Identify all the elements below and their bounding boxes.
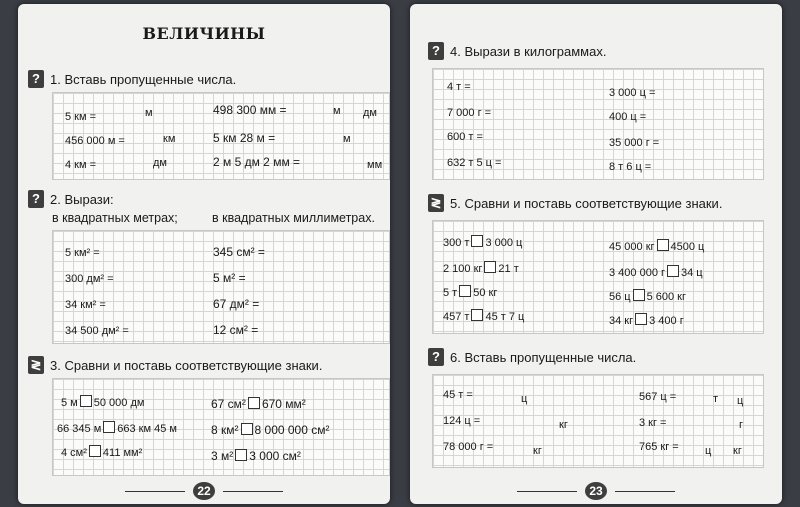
task-1-cell: м: [333, 105, 341, 117]
task-4-cell: 3 000 ц =: [609, 87, 656, 99]
task-2-cell: 34 500 дм² =: [65, 325, 129, 337]
task-5-cell: 3 400 000 г 34 ц: [609, 267, 703, 279]
answer-box[interactable]: [248, 397, 260, 409]
page-number: 23: [410, 482, 782, 500]
task-5-cell: 2 100 кг 21 т: [443, 263, 519, 275]
question-icon: ?: [428, 348, 444, 366]
task-1-label: 1. Вставь пропущенные числа.: [50, 71, 237, 87]
task-1-cell: 5 км =: [65, 111, 97, 123]
task-3-cell: 3 м² 3 000 см²: [211, 449, 301, 463]
answer-box[interactable]: [103, 421, 115, 433]
task-5-cell: 5 т 50 кг: [443, 287, 498, 299]
task-6-cell: 124 ц =: [443, 415, 481, 427]
task-1-cell: м: [343, 133, 351, 145]
task-5-cell: 45 000 кг 4500 ц: [609, 241, 705, 253]
task-3-cell: 5 м 50 000 дм: [61, 397, 145, 409]
task-6-cell: г: [739, 419, 744, 431]
task-1-cell: 498 300 мм =: [213, 103, 287, 117]
task-6-header: [428, 348, 636, 366]
task-6-cell: 567 ц =: [639, 391, 677, 403]
task-1-cell: мм: [367, 159, 383, 171]
question-icon: ?: [28, 70, 44, 88]
answer-box[interactable]: [657, 239, 669, 251]
task-2-cell: 12 см² =: [213, 323, 259, 337]
task-2-header: [28, 190, 114, 208]
task-3-cell: 4 см² 411 мм²: [61, 447, 143, 459]
answer-box[interactable]: [471, 235, 483, 247]
right-page: [410, 4, 782, 504]
answer-box[interactable]: [459, 285, 471, 297]
answer-box[interactable]: [484, 261, 496, 273]
task-3-cell: 8 км² 8 000 000 см²: [211, 423, 330, 437]
task-2-cell: 5 км² =: [65, 247, 100, 259]
task-2-sub-right: в квадратных миллиметрах.: [212, 211, 375, 225]
task-4-cell: 600 т =: [447, 131, 483, 143]
task-1-cell: дм: [153, 157, 167, 169]
task-5-cell: 457 т 45 т 7 ц: [443, 311, 525, 323]
task-2-label: 2. Вырази:: [50, 191, 114, 207]
task-5-cell: 34 кг 3 400 г: [609, 315, 684, 327]
task-4-cell: 8 т 6 ц =: [609, 161, 652, 173]
answer-box[interactable]: [235, 449, 247, 461]
task-3-label: 3. Сравни и поставь соответствующие знаки.: [50, 357, 323, 373]
task-6-cell: ц: [521, 393, 528, 405]
task-5-cell: 56 ц 5 600 кг: [609, 291, 687, 303]
task-6-cell: 45 т =: [443, 389, 473, 401]
task-4-label: 4. Вырази в килограммах.: [450, 43, 607, 59]
task-2-cell: 5 м² =: [213, 271, 246, 285]
task-2-cell: 345 см² =: [213, 245, 265, 259]
task-3-grid: [52, 378, 390, 476]
task-4-header: [428, 42, 606, 60]
task-6-cell: 765 кг =: [639, 441, 679, 453]
task-6-cell: ц: [705, 445, 712, 457]
answer-box[interactable]: [667, 265, 679, 277]
task-2-cell: 67 дм² =: [213, 297, 260, 311]
task-4-cell: 7 000 г =: [447, 107, 492, 119]
left-page: [18, 4, 390, 504]
task-6-cell: 78 000 г =: [443, 441, 494, 453]
task-4-cell: 35 000 г =: [609, 137, 660, 149]
task-6-cell: т: [713, 393, 719, 405]
task-1-cell: 5 км 28 м =: [213, 131, 276, 145]
task-3-header: [28, 356, 322, 374]
task-6-cell: кг: [733, 445, 742, 457]
task-4-cell: 400 ц =: [609, 111, 647, 123]
answer-box[interactable]: [633, 289, 645, 301]
task-2-cell: 300 дм² =: [65, 273, 114, 285]
task-5-label: 5. Сравни и поставь соответствующие знаки.: [450, 195, 723, 211]
task-3-cell: 66 345 м 663 км 45 м: [57, 423, 177, 435]
task-6-label: 6. Вставь пропущенные числа.: [450, 349, 637, 365]
task-2-cell: 34 км² =: [65, 299, 106, 311]
compare-icon: ≷: [428, 194, 444, 212]
task-5-header: [428, 194, 722, 212]
task-2-grid: [52, 230, 390, 344]
task-1-cell: км: [163, 133, 176, 145]
task-1-cell: дм: [363, 107, 377, 119]
task-5-grid: [432, 220, 764, 334]
answer-box[interactable]: [89, 445, 101, 457]
task-4-grid: [432, 68, 764, 180]
question-icon: ?: [28, 190, 44, 208]
answer-box[interactable]: [241, 423, 253, 435]
page-title: ВЕЛИЧИНЫ: [142, 24, 266, 43]
answer-box[interactable]: [635, 313, 647, 325]
task-2-sub-left: в квадратных метрах;: [52, 211, 178, 225]
task-1-cell: м: [145, 107, 153, 119]
answer-box[interactable]: [80, 395, 92, 407]
task-4-cell: 632 т 5 ц =: [447, 157, 502, 169]
task-4-cell: 4 т =: [447, 81, 471, 93]
task-3-cell: 67 см² 670 мм²: [211, 397, 306, 411]
task-1-header: [28, 70, 236, 88]
task-1-cell: 2 м 5 дм 2 мм =: [213, 155, 301, 169]
task-6-cell: кг: [533, 445, 542, 457]
task-6-cell: кг: [559, 419, 568, 431]
task-6-grid: [432, 374, 764, 468]
task-1-grid: [52, 92, 390, 180]
task-1-cell: 4 км =: [65, 159, 97, 171]
task-6-cell: ц: [737, 395, 744, 407]
page-number: 22: [18, 482, 390, 500]
task-1-cell: 456 000 м =: [65, 135, 125, 147]
compare-icon: ≷: [28, 356, 44, 374]
task-5-cell: 300 т 3 000 ц: [443, 237, 523, 249]
question-icon: ?: [428, 42, 444, 60]
task-6-cell: 3 кг =: [639, 417, 667, 429]
answer-box[interactable]: [471, 309, 483, 321]
